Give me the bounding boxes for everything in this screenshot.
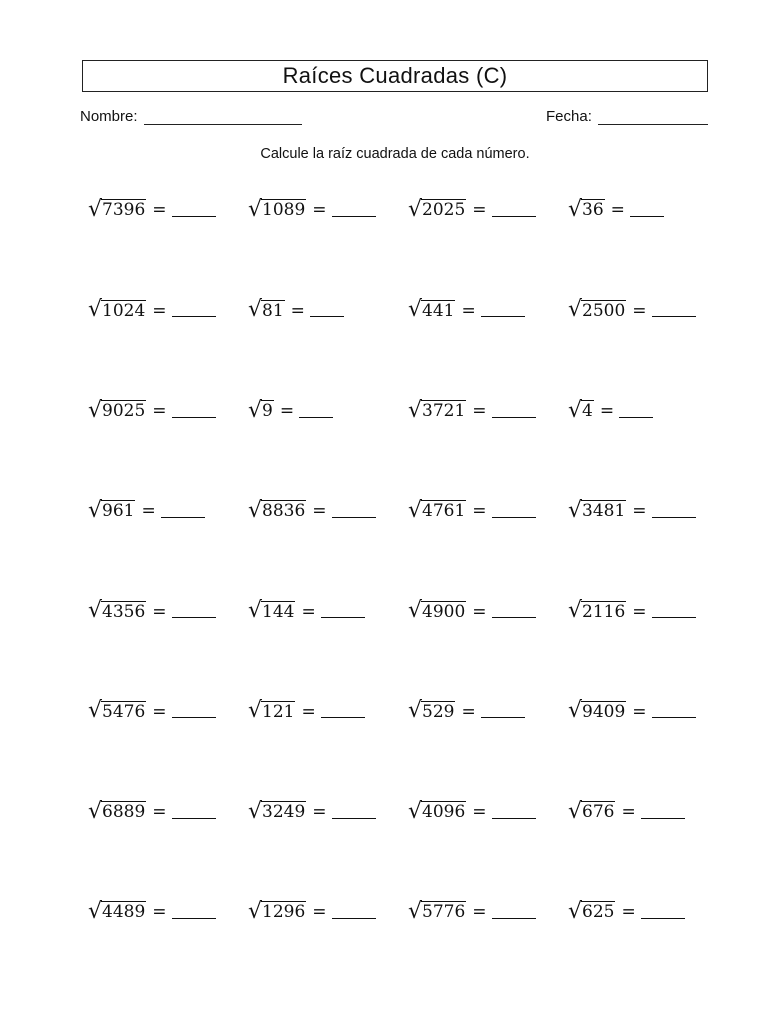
problem-item [408, 381, 568, 421]
date-field [546, 108, 708, 125]
square-root [568, 297, 626, 323]
equals-sign: = [472, 200, 487, 221]
answer-blank[interactable] [321, 603, 365, 618]
equals-sign: = [152, 802, 167, 823]
equals-sign: = [279, 400, 295, 421]
problem-item [248, 882, 408, 925]
radical-sign-icon: √ [568, 297, 583, 323]
radical-sign-icon: √ [568, 497, 583, 523]
square-root [248, 198, 306, 220]
radicand: 3481 [582, 501, 626, 522]
radicand: 625 [582, 902, 615, 923]
radicand: 4096 [422, 802, 466, 823]
radical-sign-icon: √ [568, 899, 583, 925]
radical-sign-icon: √ [248, 598, 263, 624]
equals-sign: = [472, 501, 487, 522]
equals-sign: = [610, 200, 625, 221]
answer-blank[interactable] [481, 302, 525, 317]
answer-blank[interactable] [299, 403, 333, 418]
radicand: 6889 [102, 802, 146, 823]
square-root [568, 598, 626, 624]
equals-sign: = [472, 802, 487, 823]
answer-blank[interactable] [652, 703, 696, 718]
problem-item [568, 782, 728, 822]
square-root [408, 800, 466, 822]
answer-blank[interactable] [172, 302, 216, 317]
radicand: 4761 [422, 501, 466, 522]
square-root [88, 297, 146, 323]
answer-blank[interactable] [172, 904, 216, 919]
square-root [408, 499, 466, 521]
equals-sign: = [599, 400, 615, 421]
radicand: 1024 [102, 300, 146, 321]
answer-blank[interactable] [630, 202, 664, 217]
square-root [408, 297, 455, 323]
equals-sign: = [312, 902, 327, 923]
square-root [88, 598, 146, 624]
answer-blank[interactable] [619, 403, 653, 418]
radicand: 5776 [422, 902, 466, 923]
problem-item [248, 280, 408, 323]
radicand: 3249 [262, 802, 306, 823]
equals-sign: = [290, 300, 305, 321]
answer-blank[interactable] [652, 302, 696, 317]
answer-blank[interactable] [492, 202, 536, 217]
radicand: 9409 [582, 701, 626, 722]
radicand: 2116 [582, 601, 626, 622]
radicand: 7396 [102, 200, 146, 221]
instructions: Calcule la raíz cuadrada de cada número. [260, 146, 530, 162]
name-blank-line[interactable] [144, 108, 302, 125]
equals-sign: = [312, 200, 327, 221]
problem-item [408, 581, 568, 624]
problem-item [248, 681, 408, 724]
radicand: 529 [422, 701, 455, 722]
problem-item [408, 280, 568, 323]
answer-blank[interactable] [310, 302, 344, 317]
answer-blank[interactable] [332, 804, 376, 819]
radical-sign-icon: √ [568, 197, 583, 222]
square-root [248, 297, 285, 323]
square-root [408, 899, 466, 925]
answer-blank[interactable] [172, 603, 216, 618]
radicand: 1089 [262, 200, 306, 221]
page-title: Raíces Cuadradas (C) [282, 63, 508, 88]
answer-blank[interactable] [641, 904, 685, 919]
problem-item [248, 782, 408, 822]
square-root [88, 698, 146, 724]
square-root [568, 499, 626, 521]
problem-item [88, 280, 248, 323]
square-root [248, 399, 274, 421]
radical-sign-icon: √ [408, 698, 423, 724]
equals-sign: = [621, 902, 636, 923]
answer-blank[interactable] [332, 904, 376, 919]
radical-sign-icon: √ [248, 297, 263, 323]
radical-sign-icon: √ [568, 798, 583, 824]
square-root [248, 499, 306, 521]
radicand: 3721 [422, 400, 466, 421]
radical-sign-icon: √ [568, 598, 583, 624]
equals-sign: = [632, 601, 647, 622]
problem-item [88, 180, 248, 220]
problem-item [88, 882, 248, 925]
answer-blank[interactable] [172, 703, 216, 718]
square-root [248, 598, 295, 624]
square-root [408, 598, 466, 624]
square-root [568, 800, 615, 822]
answer-blank[interactable] [161, 503, 205, 518]
radicand: 2025 [422, 200, 466, 221]
radical-sign-icon: √ [88, 297, 103, 323]
answer-blank[interactable] [492, 403, 536, 418]
square-root [408, 198, 466, 220]
title-box [82, 60, 708, 92]
problem-item [568, 481, 728, 521]
radical-sign-icon: √ [248, 497, 263, 523]
radicand: 81 [262, 300, 284, 321]
radical-sign-icon: √ [88, 798, 103, 824]
radical-sign-icon: √ [408, 497, 423, 523]
answer-blank[interactable] [641, 804, 685, 819]
problem-item [88, 381, 248, 421]
square-root [88, 399, 146, 421]
problem-item [568, 280, 728, 323]
date-blank-line[interactable] [598, 108, 708, 125]
radicand: 144 [262, 601, 295, 622]
equals-sign: = [301, 701, 316, 722]
answer-blank[interactable] [492, 603, 536, 618]
equals-sign: = [472, 400, 487, 421]
square-root [568, 399, 594, 421]
radicand: 8836 [262, 501, 306, 522]
radicand: 5476 [102, 701, 146, 722]
problem-item [248, 581, 408, 624]
answer-blank[interactable] [332, 503, 376, 518]
problem-item [248, 481, 408, 521]
equals-sign: = [472, 902, 487, 923]
answer-blank[interactable] [652, 603, 696, 618]
square-root [248, 800, 306, 822]
radicand: 4900 [422, 601, 466, 622]
radical-sign-icon: √ [408, 297, 423, 323]
radicand: 676 [582, 802, 615, 823]
square-root [248, 698, 295, 724]
problem-item [408, 481, 568, 521]
radical-sign-icon: √ [568, 698, 583, 724]
radical-sign-icon: √ [248, 197, 263, 222]
equals-sign: = [152, 601, 167, 622]
answer-blank[interactable] [492, 503, 536, 518]
square-root [88, 198, 146, 220]
answer-blank[interactable] [172, 804, 216, 819]
radicand: 4489 [102, 902, 146, 923]
equals-sign: = [632, 501, 647, 522]
equals-sign: = [621, 802, 636, 823]
radical-sign-icon: √ [248, 698, 263, 724]
radical-sign-icon: √ [88, 899, 103, 925]
radicand: 961 [102, 501, 135, 522]
answer-blank[interactable] [652, 503, 696, 518]
radical-sign-icon: √ [408, 598, 423, 624]
answer-blank[interactable] [481, 703, 525, 718]
answer-blank[interactable] [492, 904, 536, 919]
square-root [88, 899, 146, 925]
equals-sign: = [461, 300, 476, 321]
answer-blank[interactable] [172, 202, 216, 217]
radical-sign-icon: √ [88, 397, 103, 423]
problem-item [408, 180, 568, 220]
problem-item [408, 882, 568, 925]
answer-blank[interactable] [492, 804, 536, 819]
problem-item [568, 381, 728, 421]
equals-sign: = [152, 902, 167, 923]
problem-item [408, 782, 568, 822]
square-root [408, 399, 466, 421]
radicand: 36 [582, 200, 604, 221]
answer-blank[interactable] [332, 202, 376, 217]
radical-sign-icon: √ [88, 497, 103, 523]
problem-item [88, 782, 248, 822]
equals-sign: = [141, 501, 156, 522]
radical-sign-icon: √ [248, 798, 263, 824]
problem-item [568, 180, 728, 220]
problem-item [568, 681, 728, 724]
equals-sign: = [152, 300, 167, 321]
radical-sign-icon: √ [408, 397, 423, 423]
radicand: 9025 [102, 400, 146, 421]
equals-sign: = [152, 701, 167, 722]
equals-sign: = [301, 601, 316, 622]
name-field [80, 108, 302, 125]
radicand: 1296 [262, 902, 306, 923]
equals-sign: = [632, 300, 647, 321]
radicand: 4 [582, 400, 593, 421]
date-label: Fecha: [546, 108, 592, 125]
equals-sign: = [312, 802, 327, 823]
radical-sign-icon: √ [408, 197, 423, 222]
problem-item [248, 180, 408, 220]
radicand: 9 [262, 400, 273, 421]
square-root [248, 899, 306, 925]
problem-item [568, 882, 728, 925]
radicand: 2500 [582, 300, 626, 321]
square-root [408, 698, 455, 724]
square-root [568, 198, 605, 220]
problem-item [88, 481, 248, 521]
square-root [568, 698, 626, 724]
equals-sign: = [472, 601, 487, 622]
radicand: 4356 [102, 601, 146, 622]
radical-sign-icon: √ [88, 698, 103, 724]
radical-sign-icon: √ [248, 899, 263, 925]
radical-sign-icon: √ [248, 397, 263, 423]
equals-sign: = [152, 400, 167, 421]
problem-item [408, 681, 568, 724]
answer-blank[interactable] [172, 403, 216, 418]
name-label: Nombre: [80, 108, 138, 125]
radical-sign-icon: √ [88, 197, 103, 222]
problem-grid [88, 180, 728, 982]
square-root [568, 899, 615, 925]
answer-blank[interactable] [321, 703, 365, 718]
problem-item [568, 581, 728, 624]
radicand: 121 [262, 701, 295, 722]
equals-sign: = [152, 200, 167, 221]
equals-sign: = [461, 701, 476, 722]
equals-sign: = [312, 501, 327, 522]
square-root [88, 499, 135, 521]
radical-sign-icon: √ [568, 397, 583, 423]
problem-item [88, 681, 248, 724]
radicand: 441 [422, 300, 455, 321]
problem-item [88, 581, 248, 624]
square-root [88, 800, 146, 822]
radical-sign-icon: √ [408, 798, 423, 824]
radical-sign-icon: √ [88, 598, 103, 624]
radical-sign-icon: √ [408, 899, 423, 925]
equals-sign: = [632, 701, 647, 722]
problem-item [248, 381, 408, 421]
